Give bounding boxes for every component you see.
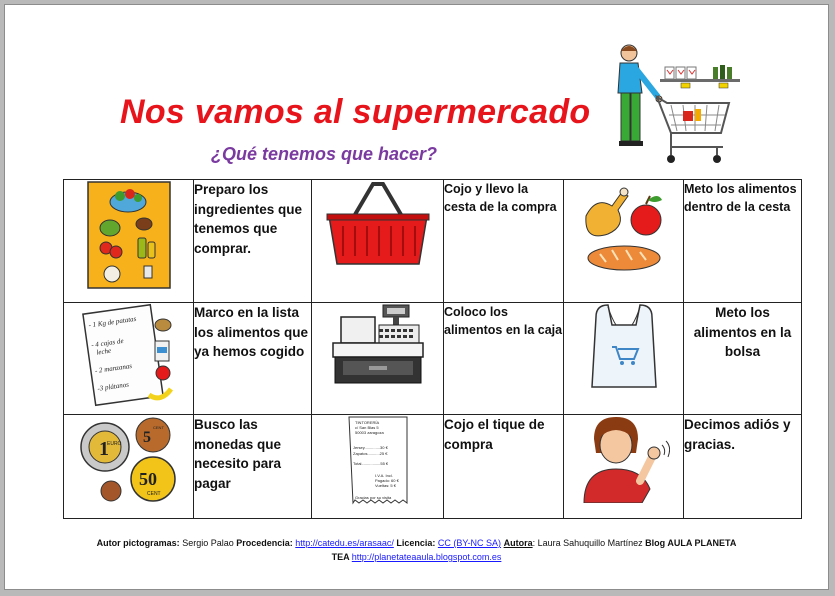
list-line: -3 plátanos xyxy=(96,380,129,393)
step-text: Cojo el tique de compra xyxy=(444,415,564,519)
waving-person-icon xyxy=(578,415,670,503)
table-row xyxy=(64,180,802,303)
step-image-cell xyxy=(64,180,194,303)
step-text: Coloco los alimentos en la caja xyxy=(444,303,564,415)
receipt-icon xyxy=(347,415,409,511)
steps-grid xyxy=(63,179,802,519)
step-image-cell xyxy=(312,415,444,519)
page xyxy=(4,4,829,590)
step-text: Busco las monedas que necesito para pagar xyxy=(194,415,312,519)
receipt-line: Total.................55 € xyxy=(352,461,388,466)
credits-value: TEA xyxy=(331,552,352,562)
receipt-line: Jersey..............30 € xyxy=(352,445,388,450)
credits-label: Licencia: xyxy=(393,538,436,548)
step-image-cell xyxy=(64,415,194,519)
arasaac-link[interactable]: http://catedu.es/arasaac/ xyxy=(295,538,394,548)
list-line: - 1 Kg de patatas xyxy=(87,314,137,330)
credits-label: Autor pictogramas: xyxy=(96,538,180,548)
list-line: - 4 cajas de xyxy=(90,336,124,350)
credits-label: Autora xyxy=(503,538,533,548)
coin-label: CENT xyxy=(146,491,161,497)
plastic-bag-icon xyxy=(586,303,662,391)
cash-register-icon xyxy=(329,303,427,387)
table-row xyxy=(64,415,802,519)
step-image-cell xyxy=(64,303,194,415)
step-image-cell xyxy=(312,303,444,415)
step-image-cell xyxy=(564,303,684,415)
coin-label: CENT xyxy=(152,425,164,430)
receipt-line: Pagado: 60 € xyxy=(374,478,399,483)
credits-value: Sergio Palao xyxy=(179,538,237,548)
shopping-list-icon xyxy=(79,303,179,407)
coin-label: EURO xyxy=(106,441,121,447)
coins-icon xyxy=(73,415,185,507)
receipt-line: c/ San Blas 5 xyxy=(354,425,379,430)
license-link[interactable]: CC (BY-NC SA) xyxy=(437,538,502,548)
step-text: Cojo y llevo la cesta de la compra xyxy=(444,180,564,303)
receipt-line: Gracias por su visita xyxy=(354,495,391,500)
page-title: Nos vamos al supermercado xyxy=(120,93,591,131)
page-subtitle: ¿Qué tenemos que hacer? xyxy=(211,144,438,164)
list-line: leche xyxy=(95,346,112,357)
credits-line xyxy=(5,552,828,562)
groceries-icon xyxy=(578,180,670,276)
receipt-line: Vueltas: 5 € xyxy=(374,483,396,488)
blog-link[interactable]: http://planetateaaula.blogspot.com.es xyxy=(351,552,502,562)
step-text: Preparo los ingredientes que tenemos que comprar. xyxy=(194,180,312,303)
receipt-line: I.V.A. Incl. xyxy=(374,473,393,478)
coin-label: 5 xyxy=(142,429,151,446)
table-row xyxy=(64,303,802,415)
credits-value: Blog AULA PLANETA xyxy=(645,538,737,548)
credits-value: : Laura Sahuquillo Martínez xyxy=(532,538,646,548)
step-image-cell xyxy=(312,180,444,303)
shopping-basket-icon xyxy=(323,180,433,270)
step-image-cell xyxy=(564,180,684,303)
ingredients-list-icon xyxy=(86,180,172,290)
list-line: - 2 manzanas xyxy=(93,361,132,376)
credits-label: Procedencia: xyxy=(236,538,293,548)
shopper-with-cart-icon xyxy=(605,41,745,179)
credits-line xyxy=(5,538,828,548)
step-text: Marco en la lista los alimentos que ya hemos cogido xyxy=(194,303,312,415)
receipt-line: Zapatos...........25 € xyxy=(352,451,387,456)
step-image-cell xyxy=(564,415,684,519)
coin-label: 1 xyxy=(98,438,109,460)
step-text: Meto los alimentos dentro de la cesta xyxy=(684,180,802,303)
receipt-line: 50003 zaragoza xyxy=(354,430,384,435)
receipt-line: TINTORERÍA xyxy=(354,420,379,425)
step-text: Decimos adiós y gracias. xyxy=(684,415,802,519)
step-text: Meto los alimentos en la bolsa xyxy=(684,303,802,415)
coin-label: 50 xyxy=(138,469,157,489)
